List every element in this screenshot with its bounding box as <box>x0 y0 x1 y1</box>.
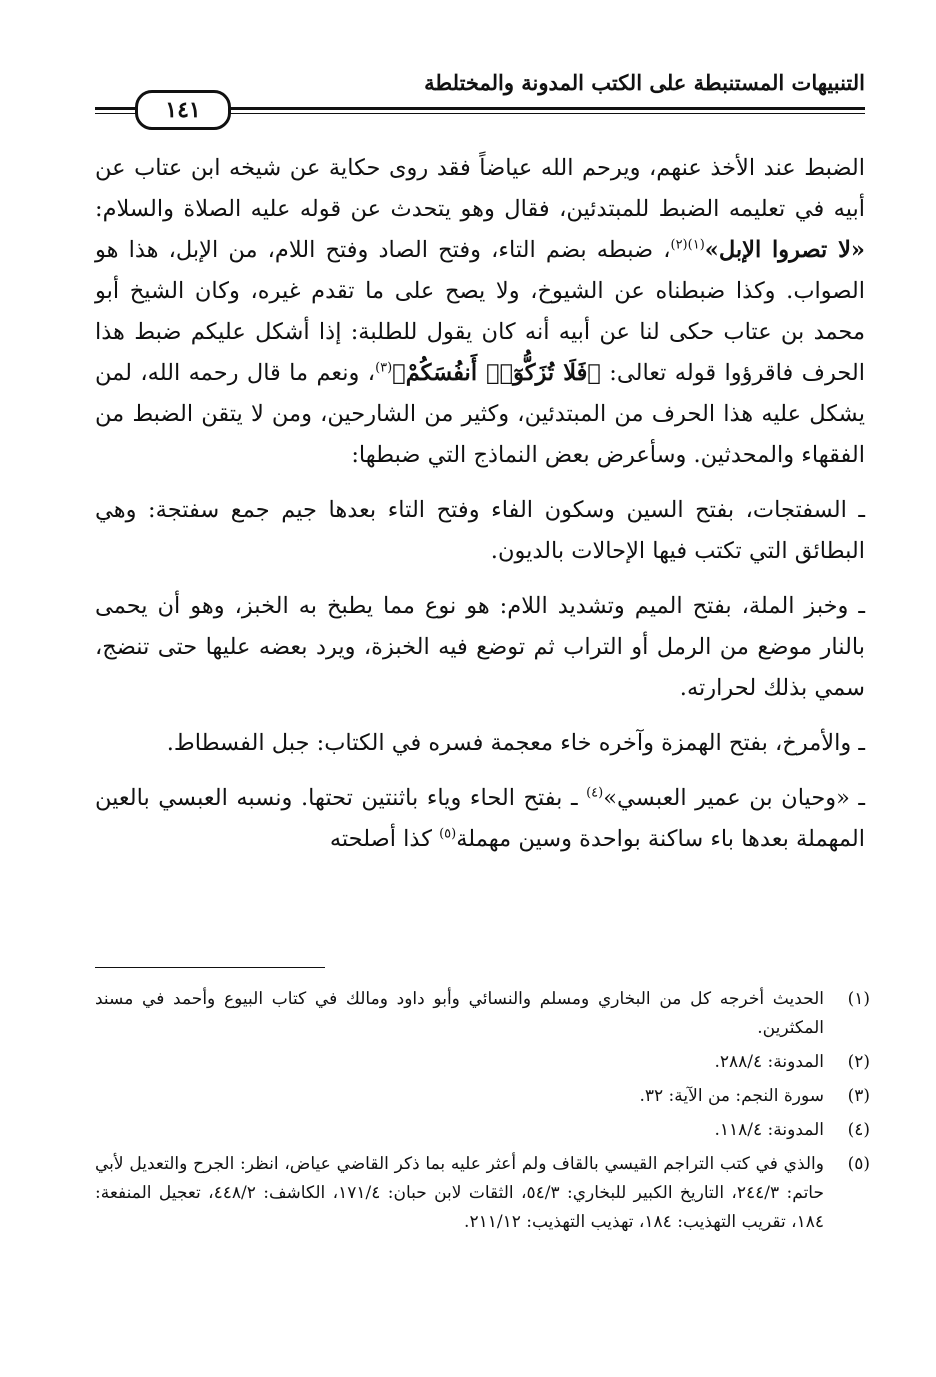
hadith-quote: «لا تصروا الإبل» <box>704 237 865 263</box>
page-header <box>95 60 865 130</box>
footnote-ref: (١)(٢) <box>670 237 705 253</box>
footnote-text: المدونة: ١١٨/٤. <box>714 1120 824 1140</box>
text-run: الضبط عند الأخذ عنهم، ويرحم الله عياضاً فقد روى حكاية عن شيخه ابن عتاب عن أبيه في تعليمه الضبط للمبتدئين، فقال وهو يتحدث عن قوله عليه الصلاة والسلام: <box>95 155 865 222</box>
footnote-text: سورة النجم: من الآية: ٣٢. <box>639 1086 824 1106</box>
paragraph: ـ وخبز الملة، بفتح الميم وتشديد اللام: هو نوع مما يطبخ به الخبز، وهو أن يحمى بالنار موضع من الرمل أو التراب ثم توضع فيه الخبزة، ويرد بعضه عليها حتى تنضج، سمي بذلك لحرارته. <box>95 593 865 701</box>
footnote-ref: (٤) <box>586 785 604 801</box>
text-run: ـ «وحيان بن عمير العبسي» <box>603 785 865 811</box>
footnote-ref: (٥) <box>439 826 457 842</box>
footnote <box>95 1082 870 1111</box>
paragraph <box>95 148 865 476</box>
footnote-text: والذي في كتب التراجم القيسي بالقاف ولم أعثر عليه بما ذكر القاضي عياض، انظر: الجرح والتعديل لأبي حاتم: ٢٤٤/٣، التاريخ الكبير للبخاري: ٥٤/٣، الثقات لابن حبان: ١٧١/٤، الكاشف: ٤٤٨/٢، تعجيل المنفعة: ١٨٤، تقريب التهذيب: ١٨٤، تهذيب التهذيب: ٢١١/١٢. <box>95 1154 824 1232</box>
footnote-number: (٤) <box>847 1120 870 1140</box>
paragraph: ـ والأمرخ، بفتح الهمزة وآخره خاء معجمة فسره في الكتاب: جبل الفسطاط. <box>166 730 865 756</box>
body-text <box>95 148 865 860</box>
footnote-text: المدونة: ٢٨٨/٤. <box>714 1052 824 1072</box>
footnote <box>95 1048 870 1077</box>
text-run: ، ضبطه بضم التاء، وفتح الصاد وفتح اللام، من الإبل، هذا هو الصواب. وكذا ضبطناه عن الشيوخ، ولا يصح على ما تقدم غيره، وكان الشيخ أبو محمد بن عتاب حكى لنا عن أبيه أنه كان يقول للطلبة: إذا أشكل عليكم ضبط هذا الحرف فاقرؤوا قوله تعالى: <box>95 237 865 386</box>
footnotes <box>95 985 870 1242</box>
text-run: كذا أصلحته <box>329 826 440 852</box>
footnote-ref: (٣) <box>375 360 393 376</box>
footnote-number: (٣) <box>847 1086 870 1106</box>
footnote-number: (٥) <box>847 1154 870 1174</box>
page <box>95 60 865 874</box>
footnote <box>95 1150 870 1237</box>
page-number: ١٤١ <box>135 90 231 130</box>
running-title: التنبيهات المستنبطة على الكتب المدونة والمختلطة <box>424 70 865 95</box>
text-run: ـ بفتح الحاء وياء باثنتين تحتها. ونسبه العبسي بالعين المهملة بعدها باء ساكنة بواحدة وسين مهملة <box>95 785 865 852</box>
footnote-separator <box>95 967 325 968</box>
footnote <box>95 985 870 1043</box>
footnote-number: (١) <box>847 989 870 1009</box>
quran-quote: ﴿فَلَا تُزَكُّوٓا۟ أَنفُسَكُمْ﴾ <box>392 360 601 386</box>
footnote <box>95 1116 870 1145</box>
text-run: ، ونعم ما قال رحمه الله، لمن يشكل عليه هذا الحرف من المبتدئين، وكثير من الشارحين، ومن لا يتقن الضبط من الفقهاء والمحدثين. وسأعرض بعض النماذج التي ضبطها: <box>95 360 865 468</box>
paragraph: ـ السفتجات، بفتح السين وسكون الفاء وفتح التاء بعدها جيم جمع سفتجة: وهي البطائق التي تكتب فيها الإحالات بالديون. <box>95 497 865 564</box>
footnote-text: الحديث أخرجه كل من البخاري ومسلم والنسائي وأبو داود ومالك في كتاب البيوع وأحمد في مسند المكثرين. <box>95 989 824 1038</box>
footnote-number: (٢) <box>847 1052 870 1072</box>
paragraph <box>95 778 865 860</box>
